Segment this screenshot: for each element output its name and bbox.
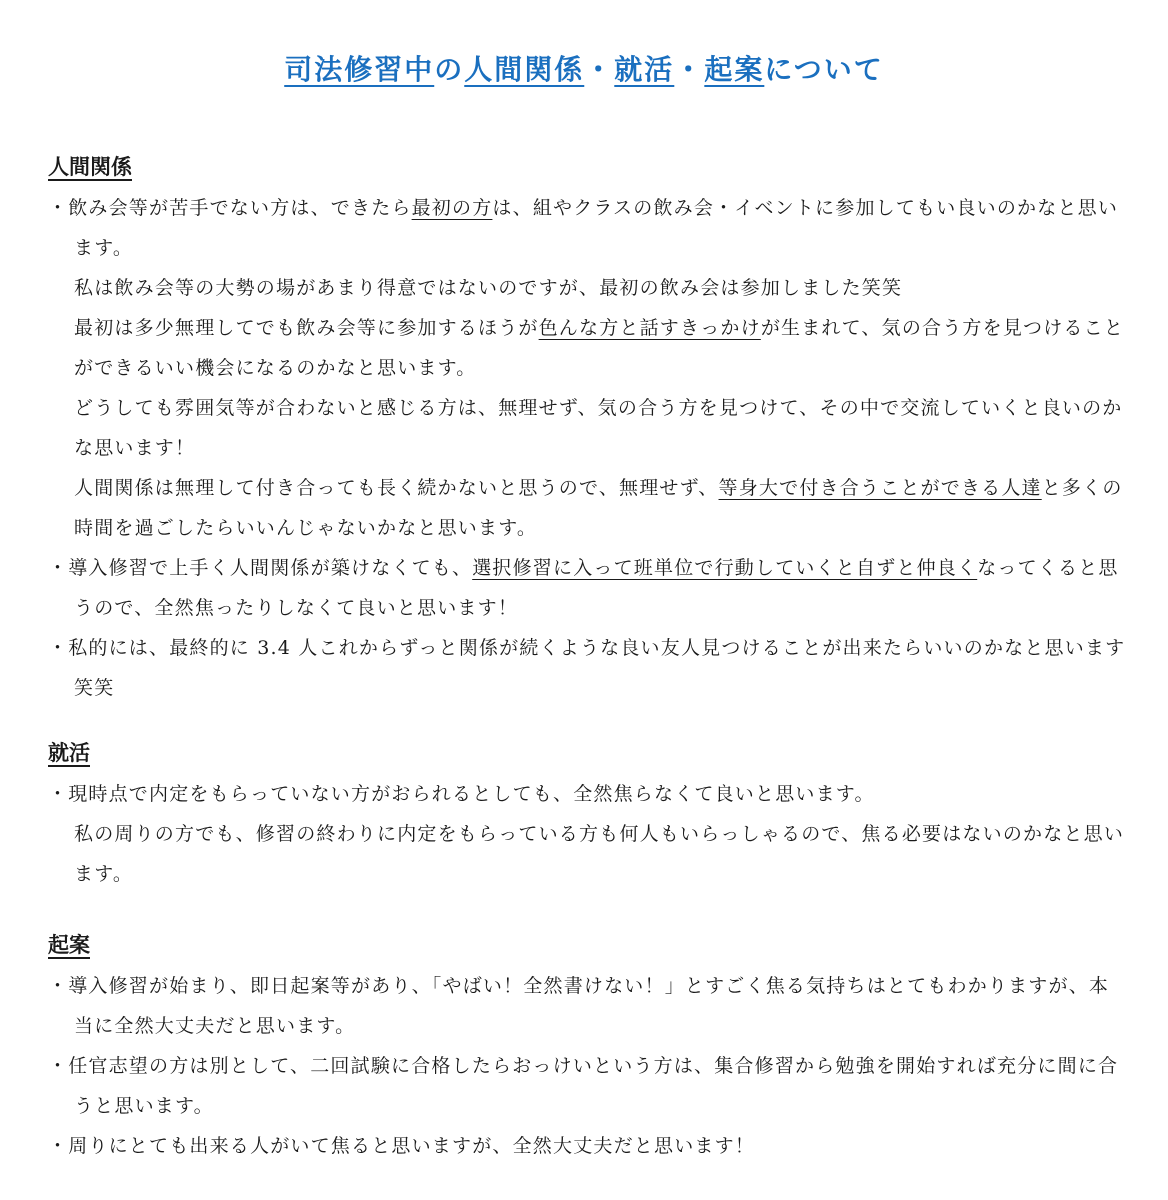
paragraph: ・周りにとても出来る人がいて焦ると思いますが、全然大丈夫だと思います！ [48, 1135, 756, 1157]
section-kian [48, 930, 1128, 1166]
text-run: ・導入修習で上手く人間関係が築けなくても、 [48, 557, 473, 579]
text-run: なってくると思うので、全然焦ったりしなくて良いと思います！ [74, 557, 1119, 619]
paragraph [48, 308, 1128, 388]
paragraph [48, 548, 1128, 628]
text-run: 人間関係は無理して付き合っても長く続かないと思うので、無理せず、 [74, 477, 719, 499]
section-heading: 人間関係 [48, 155, 132, 179]
text-run: が生まれて、気の合う方を見つけることができるいい機会になるのかなと思います。 [74, 317, 1125, 379]
section-ningen-kankei [48, 152, 1128, 708]
paragraph: ・任官志望の方は別として、二回試験に合格したらおっけいという方は、集合修習から勉強を開始すれば充分に間に合うと思います。 [48, 1055, 1119, 1117]
paragraph [48, 188, 1128, 268]
underlined-text: 選択修習に入って班単位で行動していくと自ずと仲良く [472, 557, 978, 579]
title-ni-tsuite: について [764, 53, 884, 86]
text-run: ・飲み会等が苦手でない方は、できたら [48, 197, 412, 219]
title-no: の [434, 53, 465, 86]
paragraph: どうしても雰囲気等が合わないと感じる方は、無理せず、気の合う方を見つけて、その中で交流していくと良いのかな思います！ [74, 397, 1123, 459]
title-shukatsu: 就活 [614, 53, 675, 86]
section-heading: 起案 [48, 933, 90, 957]
title-dot-2: ・ [674, 53, 705, 86]
title-ningen-kankei: 人間関係 [464, 53, 585, 86]
title-dot-1: ・ [584, 53, 615, 86]
underlined-text: 等身大で付き合うことができる人達 [718, 477, 1042, 499]
paragraph: 私の周りの方でも、修習の終わりに内定をもらっている方も何人もいらっしゃるので、焦る必要はないのかなと思います。 [74, 823, 1125, 885]
text-run: 最初は多少無理してでも飲み会等に参加するほうが [74, 317, 539, 339]
paragraph: ・私的には、最終的に 3.4 人これからずっと関係が続くような良い友人見つけることが出来たらいいのかなと思います笑笑 [48, 637, 1126, 699]
page-title [0, 48, 1168, 88]
section-heading: 就活 [48, 741, 90, 765]
title-shiho-shushu: 司法修習中 [284, 53, 435, 86]
paragraph: ・現時点で内定をもらっていない方がおられるとしても、全然焦らなくて良いと思います。 [48, 783, 875, 805]
paragraph: ・導入修習が始まり、即日起案等があり、「やばい！全然書けない！」とすごく焦る気持ちはとてもわかりますが、本当に全然大丈夫だと思います。 [48, 975, 1110, 1037]
paragraph [48, 468, 1128, 548]
underlined-text: 最初の方 [411, 197, 493, 219]
section-shukatsu [48, 738, 1128, 894]
text-run: と多くの時間を過ごしたらいいんじゃないかなと思います。 [74, 477, 1123, 539]
underlined-text: 色んな方と話すきっかけ [538, 317, 761, 339]
paragraph: 私は飲み会等の大勢の場があまり得意ではないのですが、最初の飲み会は参加しました笑笑 [74, 277, 903, 299]
text-run: は、組やクラスの飲み会・イベントに参加してもい良いのかなと思います。 [74, 197, 1119, 259]
title-kian: 起案 [704, 53, 765, 86]
